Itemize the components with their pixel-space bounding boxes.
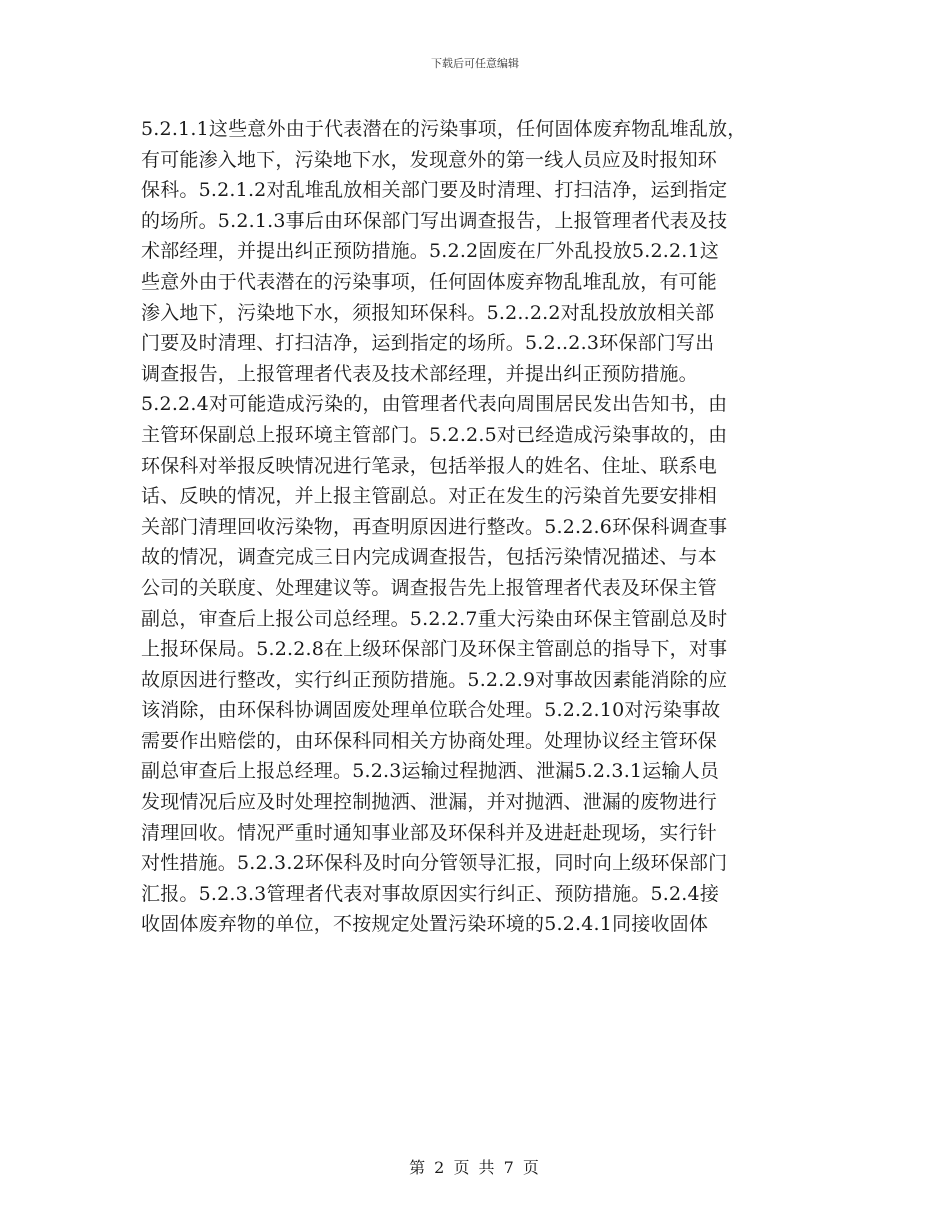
text-line: 环保科对举报反映情况进行笔录，包括举报人的姓名、住址、联系电 [141, 454, 718, 477]
text-line: 渗入地下，污染地下水，须报知环保科。5.2..2.2对乱投放放相关部 [141, 301, 715, 324]
text-line: 副总审查后上报总经理。5.2.3运输过程抛洒、泄漏5.2.3.1运输人员 [141, 760, 720, 783]
text-line: 的场所。5.2.1.3事后由环保部门写出调查报告，上报管理者代表及技 [141, 209, 728, 232]
text-line: 该消除，由环保科协调固废处理单位联合处理。5.2.2.10对污染事故 [141, 699, 721, 722]
text-line: 故原因进行整改，实行纠正预防措施。5.2.2.9对事故因素能消除的应 [141, 668, 728, 691]
text-line: 话、反映的情况，并上报主管副总。对正在发生的污染首先要安排相 [141, 485, 718, 508]
text-line: 汇报。5.2.3.3管理者代表对事故原因实行纠正、预防措施。5.2.4接 [141, 882, 720, 905]
text-line: 对性措施。5.2.3.2环保科及时向分管领导汇报，同时向上级环保部门 [141, 852, 728, 875]
text-line: 公司的关联度、处理建议等。调查报告先上报管理者代表及环保主管 [141, 576, 718, 599]
text-line: 清理回收。情况严重时通知事业部及环保科并及进赶赴现场，实行针 [141, 821, 718, 844]
text-line: 副总，审查后上报公司总经理。5.2.2.7重大污染由环保主管副总及时 [141, 607, 728, 630]
text-line: 保科。5.2.1.2对乱堆乱放相关部门要及时清理、打扫洁净，运到指定 [141, 179, 728, 202]
text-line: 上报环保局。5.2.2.8在上级环保部门及环保主管副总的指导下，对事 [141, 638, 728, 661]
document-body [141, 114, 821, 940]
text-line: 收固体废弃物的单位，不按规定处置污染环境的5.2.4.1同接收固体 [141, 913, 709, 936]
page-number: 第 2 页 共 7 页 [409, 1158, 541, 1177]
text-line: 发现情况后应及时处理控制抛洒、泄漏，并对抛洒、泄漏的废物进行 [141, 791, 718, 814]
text-line: 主管环保副总上报环境主管部门。5.2.2.5对已经造成污染事故的，由 [141, 423, 728, 446]
text-line: 门要及时清理、打扫洁净，运到指定的场所。5.2..2.3环保部门写出 [141, 332, 715, 355]
text-line: 术部经理，并提出纠正预防措施。5.2.2固废在厂外乱投放5.2.2.1这 [141, 240, 720, 263]
text-line: 有可能渗入地下，污染地下水，发现意外的第一线人员应及时报知环 [141, 148, 718, 171]
text-line: 些意外由于代表潜在的污染事项，任何固体废弃物乱堆乱放，有可能 [141, 270, 718, 293]
text-line: 5.2.1.1这些意外由于代表潜在的污染事项，任何固体废弃物乱堆乱放， [141, 118, 747, 140]
text-line: 调查报告，上报管理者代表及技术部经理，并提出纠正预防措施。 [141, 362, 698, 385]
text-line: 关部门清理回收污染物，再查明原因进行整改。5.2.2.6环保科调查事 [141, 515, 728, 538]
text-line: 故的情况，调查完成三日内完成调查报告，包括污染情况描述、与本 [141, 546, 718, 569]
header-note: 下载后可任意编辑 [431, 57, 519, 70]
text-line: 需要作出赔偿的，由环保科同相关方协商处理。处理协议经主管环保 [141, 729, 718, 752]
text-line: 5.2.2.4对可能造成污染的，由管理者代表向周围居民发出告知书，由 [141, 393, 728, 416]
